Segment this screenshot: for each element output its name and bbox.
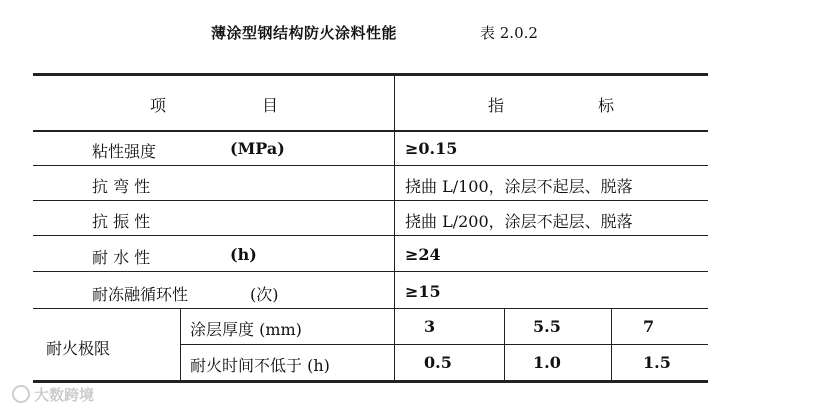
time-value: 1.5	[643, 353, 671, 372]
watermark-logo-icon	[12, 385, 30, 403]
row-divider	[33, 235, 708, 236]
time-label: 耐火时间不低于 (h)	[190, 356, 330, 375]
header-index-char-2: 标	[598, 96, 615, 115]
time-value: 1.0	[533, 353, 561, 372]
thickness-value: 3	[424, 317, 436, 336]
column-divider	[180, 308, 181, 383]
row-divider	[33, 271, 708, 272]
row-value: ≥0.15	[405, 139, 458, 158]
row-value: ≥15	[405, 282, 441, 301]
column-divider	[611, 308, 612, 383]
fire-limit-label: 耐火极限	[46, 339, 111, 358]
top-rule	[33, 73, 708, 76]
row-name: 抗 弯 性	[92, 177, 151, 196]
row-name: 耐冻融循环性	[92, 285, 189, 304]
column-divider	[504, 308, 505, 383]
row-divider	[33, 308, 708, 309]
bottom-rule	[33, 380, 708, 383]
thickness-label: 涂层厚度 (mm)	[190, 320, 302, 339]
column-divider	[394, 73, 395, 383]
row-divider	[33, 165, 708, 166]
row-value: ≥24	[405, 245, 441, 264]
table-title: 薄涂型钢结构防火涂料性能	[211, 24, 398, 42]
time-value: 0.5	[424, 353, 452, 372]
row-unit: (MPa)	[230, 139, 285, 158]
header-item-char-1: 项	[150, 96, 167, 115]
table-number: 表 2.0.2	[480, 24, 538, 42]
row-name: 耐 水 性	[92, 248, 151, 267]
row-divider	[180, 344, 708, 345]
row-unit: (h)	[230, 245, 257, 264]
row-name: 粘性强度	[92, 142, 157, 161]
header-item-char-2: 目	[262, 96, 279, 115]
row-name: 抗 振 性	[92, 212, 151, 231]
row-divider	[33, 200, 708, 201]
header-index-char-1: 指	[488, 96, 505, 115]
row-value: 挠曲 L/200，涂层不起层、脱落	[405, 212, 633, 231]
row-value: 挠曲 L/100，涂层不起层、脱落	[405, 177, 633, 196]
row-unit: (次)	[250, 285, 279, 304]
watermark-text: 大数跨境	[34, 386, 95, 404]
thickness-value: 5.5	[533, 317, 561, 336]
watermark	[12, 384, 94, 405]
row-divider	[33, 130, 708, 132]
thickness-value: 7	[643, 317, 655, 336]
